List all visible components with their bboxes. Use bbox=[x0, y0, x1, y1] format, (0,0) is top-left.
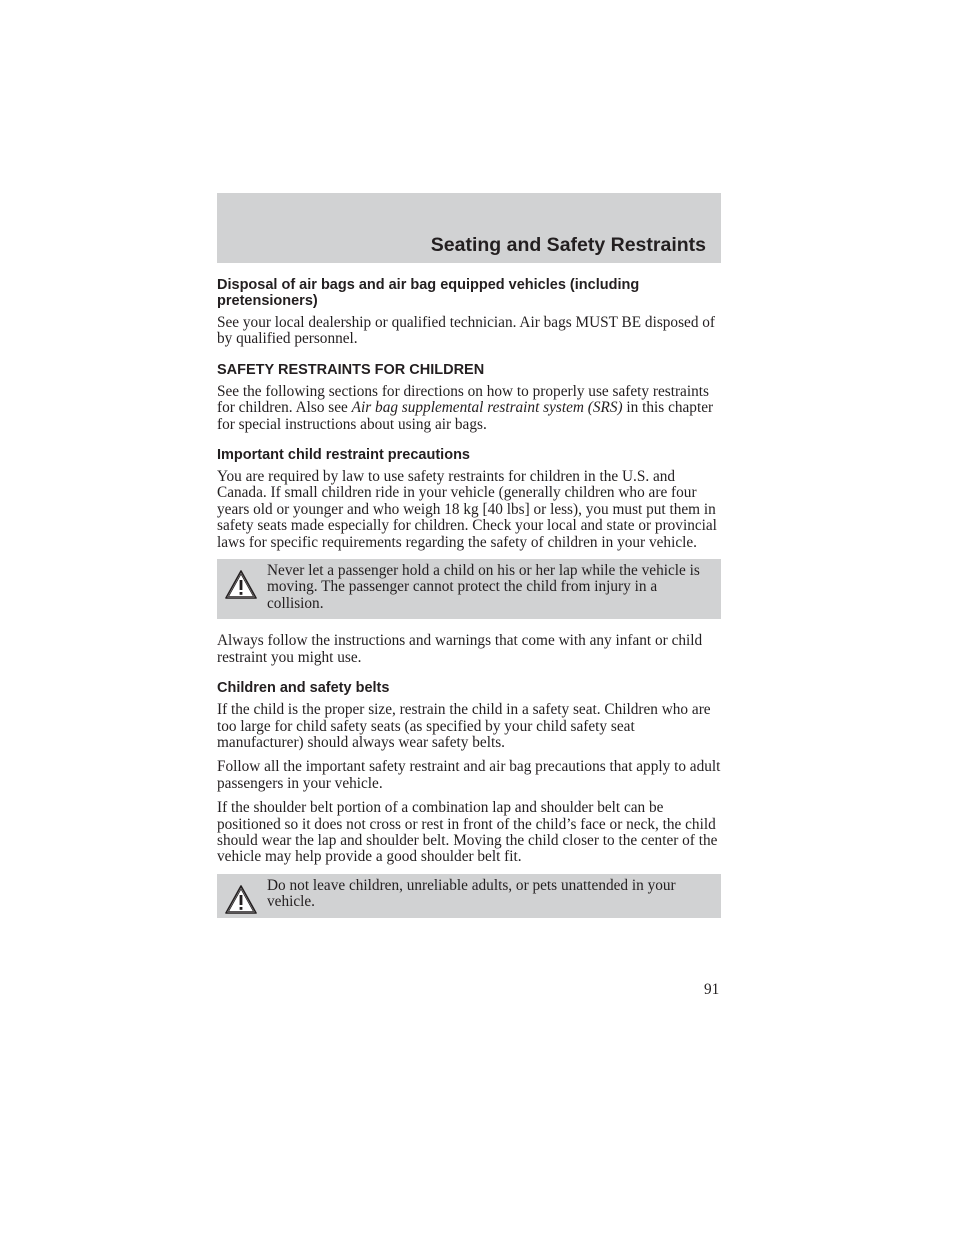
children-belts-heading: Children and safety belts bbox=[217, 680, 390, 697]
page-content bbox=[217, 277, 723, 932]
warning-triangle-icon bbox=[224, 884, 258, 916]
section-header-band bbox=[217, 193, 721, 263]
child-restraints-text-end: in this chapter for special instructions about using air bags. bbox=[217, 399, 714, 433]
disposal-heading: Disposal of air bags and air bag equipped vehicles (including pretensioners) bbox=[217, 277, 640, 309]
disposal-text: See your local dealership or qualified technician. Air bags MUST BE disposed of by qualified personnel. bbox=[217, 314, 716, 348]
srs-reference: Air bag supplemental restraint system (SRS) bbox=[351, 399, 623, 417]
child-restraints-heading: SAFETY RESTRAINTS FOR CHILDREN bbox=[217, 361, 485, 378]
unattended-warning-box bbox=[217, 874, 721, 918]
precautions-heading: Important child restraint precautions bbox=[217, 447, 470, 464]
belts-paragraph-1: If the child is the proper size, restrain the child in a safety seat. Children who are too large for child safety seats (as specified by your child safety seat manufacturer) should always wear safety belts. bbox=[217, 701, 711, 751]
warning-triangle-icon bbox=[224, 569, 258, 601]
child-restraints-text-start: See the following sections for directions on how to properly use safety restraints for children. Also see bbox=[217, 382, 709, 417]
page-title: Seating and Safety Restraints bbox=[430, 234, 706, 256]
follow-instructions-text: Always follow the instructions and warnings that come with any infant or child restraint you might use. bbox=[217, 632, 703, 666]
belts-paragraph-3: If the shoulder belt portion of a combination lap and shoulder belt can be positioned so it does not cross or rest in front of the child’s face or neck, the child should wear the lap and shoulder belt. Moving the child closer to the center of the vehicle may help provide a good shoulder belt fit. bbox=[217, 799, 718, 866]
precautions-text: You are required by law to use safety restraints for children in the U.S. and Canada. If small children ride in your vehicle (generally children who are four years old or younger and who weigh 18 kg [40 lbs] or less), you must put them in safety seats made especially for children. Check your local and state or provincial laws for specific requirements regarding the safety of children in your vehicle. bbox=[217, 468, 717, 551]
page-number: 91 bbox=[704, 981, 720, 998]
child-restraints-text bbox=[217, 384, 723, 433]
lap-warning-text: Never let a passenger hold a child on his or her lap while the vehicle is moving. The passenger cannot protect the child from injury in a collision. bbox=[267, 562, 700, 612]
lap-warning-box bbox=[217, 559, 721, 619]
unattended-warning-text: Do not leave children, unreliable adults, or pets unattended in your vehicle. bbox=[267, 876, 676, 911]
belts-paragraph-2: Follow all the important safety restraint and air bag precautions that apply to adult passengers in your vehicle. bbox=[217, 758, 721, 792]
